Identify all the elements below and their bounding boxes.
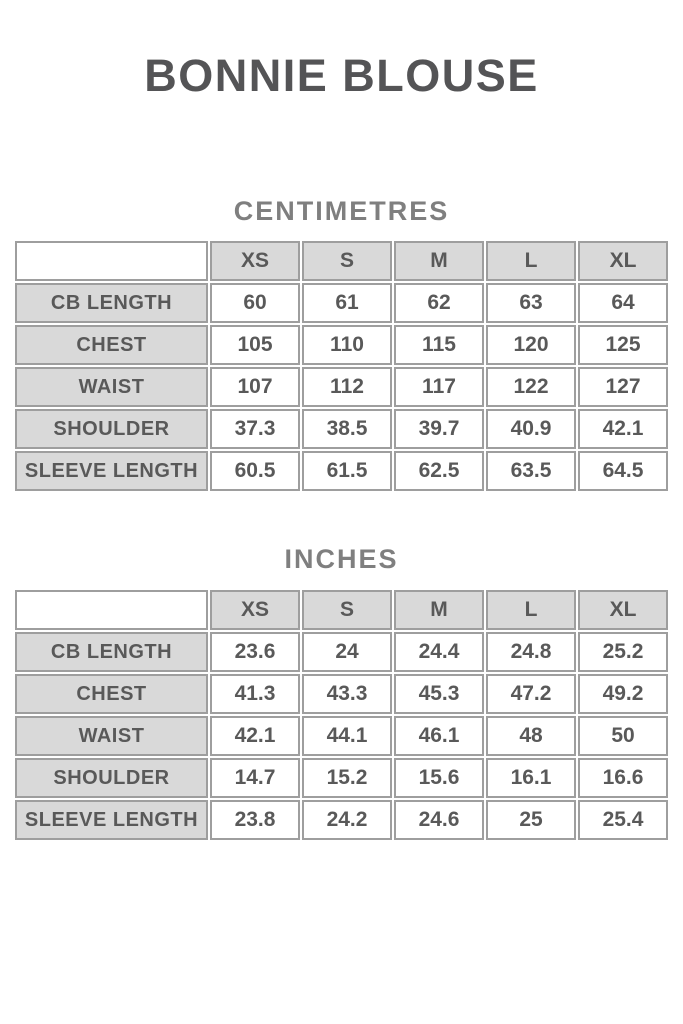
measurement-value-cell: 60 (210, 283, 300, 323)
measurement-value-cell: 24.4 (394, 632, 484, 672)
measurement-value-cell: 24.6 (394, 800, 484, 840)
size-column-header: S (302, 241, 392, 281)
measurement-value-cell: 64.5 (578, 451, 668, 491)
table-header-row (15, 590, 668, 630)
measurement-row-label: WAIST (15, 367, 208, 407)
measurement-row-label: CB LENGTH (15, 283, 208, 323)
inches-size-table (13, 588, 670, 842)
measurement-value-cell: 25.2 (578, 632, 668, 672)
table-row (15, 632, 668, 672)
measurement-value-cell: 24.2 (302, 800, 392, 840)
measurement-value-cell: 127 (578, 367, 668, 407)
size-column-header: S (302, 590, 392, 630)
measurement-value-cell: 42.1 (210, 716, 300, 756)
table-row (15, 716, 668, 756)
measurement-value-cell: 112 (302, 367, 392, 407)
table-row (15, 758, 668, 798)
measurement-value-cell: 62.5 (394, 451, 484, 491)
measurement-value-cell: 16.6 (578, 758, 668, 798)
table-header-row (15, 241, 668, 281)
size-column-header: XS (210, 590, 300, 630)
size-column-header: M (394, 590, 484, 630)
measurement-value-cell: 61 (302, 283, 392, 323)
measurement-row-label: CB LENGTH (15, 632, 208, 672)
corner-cell (15, 241, 208, 281)
measurement-value-cell: 24.8 (486, 632, 576, 672)
measurement-value-cell: 50 (578, 716, 668, 756)
measurement-row-label: SLEEVE LENGTH (15, 451, 208, 491)
measurement-value-cell: 46.1 (394, 716, 484, 756)
measurement-value-cell: 110 (302, 325, 392, 365)
measurement-row-label: SHOULDER (15, 409, 208, 449)
measurement-row-label: SLEEVE LENGTH (15, 800, 208, 840)
corner-cell (15, 590, 208, 630)
table-row (15, 451, 668, 491)
measurement-value-cell: 39.7 (394, 409, 484, 449)
table-row (15, 325, 668, 365)
measurement-row-label: CHEST (15, 674, 208, 714)
centimetres-section (0, 197, 683, 494)
measurement-value-cell: 38.5 (302, 409, 392, 449)
measurement-value-cell: 43.3 (302, 674, 392, 714)
centimetres-size-table (13, 239, 670, 493)
measurement-value-cell: 117 (394, 367, 484, 407)
measurement-value-cell: 60.5 (210, 451, 300, 491)
section-heading-inches: INCHES (284, 544, 399, 575)
measurement-value-cell: 105 (210, 325, 300, 365)
measurement-value-cell: 24 (302, 632, 392, 672)
measurement-value-cell: 16.1 (486, 758, 576, 798)
measurement-value-cell: 44.1 (302, 716, 392, 756)
size-column-header: M (394, 241, 484, 281)
measurement-value-cell: 63 (486, 283, 576, 323)
size-column-header: L (486, 590, 576, 630)
measurement-value-cell: 42.1 (578, 409, 668, 449)
measurement-value-cell: 49.2 (578, 674, 668, 714)
measurement-value-cell: 61.5 (302, 451, 392, 491)
measurement-value-cell: 15.2 (302, 758, 392, 798)
table-row (15, 367, 668, 407)
measurement-value-cell: 37.3 (210, 409, 300, 449)
measurement-row-label: WAIST (15, 716, 208, 756)
table-row (15, 409, 668, 449)
table-row (15, 674, 668, 714)
measurement-value-cell: 115 (394, 325, 484, 365)
measurement-value-cell: 125 (578, 325, 668, 365)
measurement-value-cell: 25.4 (578, 800, 668, 840)
size-column-header: XL (578, 241, 668, 281)
measurement-value-cell: 64 (578, 283, 668, 323)
size-column-header: L (486, 241, 576, 281)
measurement-value-cell: 41.3 (210, 674, 300, 714)
inches-section (0, 545, 683, 842)
measurement-value-cell: 14.7 (210, 758, 300, 798)
measurement-value-cell: 40.9 (486, 409, 576, 449)
measurement-value-cell: 47.2 (486, 674, 576, 714)
measurement-row-label: CHEST (15, 325, 208, 365)
measurement-value-cell: 62 (394, 283, 484, 323)
measurement-value-cell: 45.3 (394, 674, 484, 714)
size-column-header: XS (210, 241, 300, 281)
measurement-row-label: SHOULDER (15, 758, 208, 798)
table-row (15, 283, 668, 323)
measurement-value-cell: 107 (210, 367, 300, 407)
page-title: BONNIE BLOUSE (144, 50, 539, 101)
measurement-value-cell: 23.8 (210, 800, 300, 840)
measurement-value-cell: 23.6 (210, 632, 300, 672)
size-column-header: XL (578, 590, 668, 630)
table-row (15, 800, 668, 840)
measurement-value-cell: 122 (486, 367, 576, 407)
measurement-value-cell: 15.6 (394, 758, 484, 798)
measurement-value-cell: 25 (486, 800, 576, 840)
measurement-value-cell: 120 (486, 325, 576, 365)
measurement-value-cell: 48 (486, 716, 576, 756)
section-heading-centimetres: CENTIMETRES (233, 195, 450, 226)
measurement-value-cell: 63.5 (486, 451, 576, 491)
